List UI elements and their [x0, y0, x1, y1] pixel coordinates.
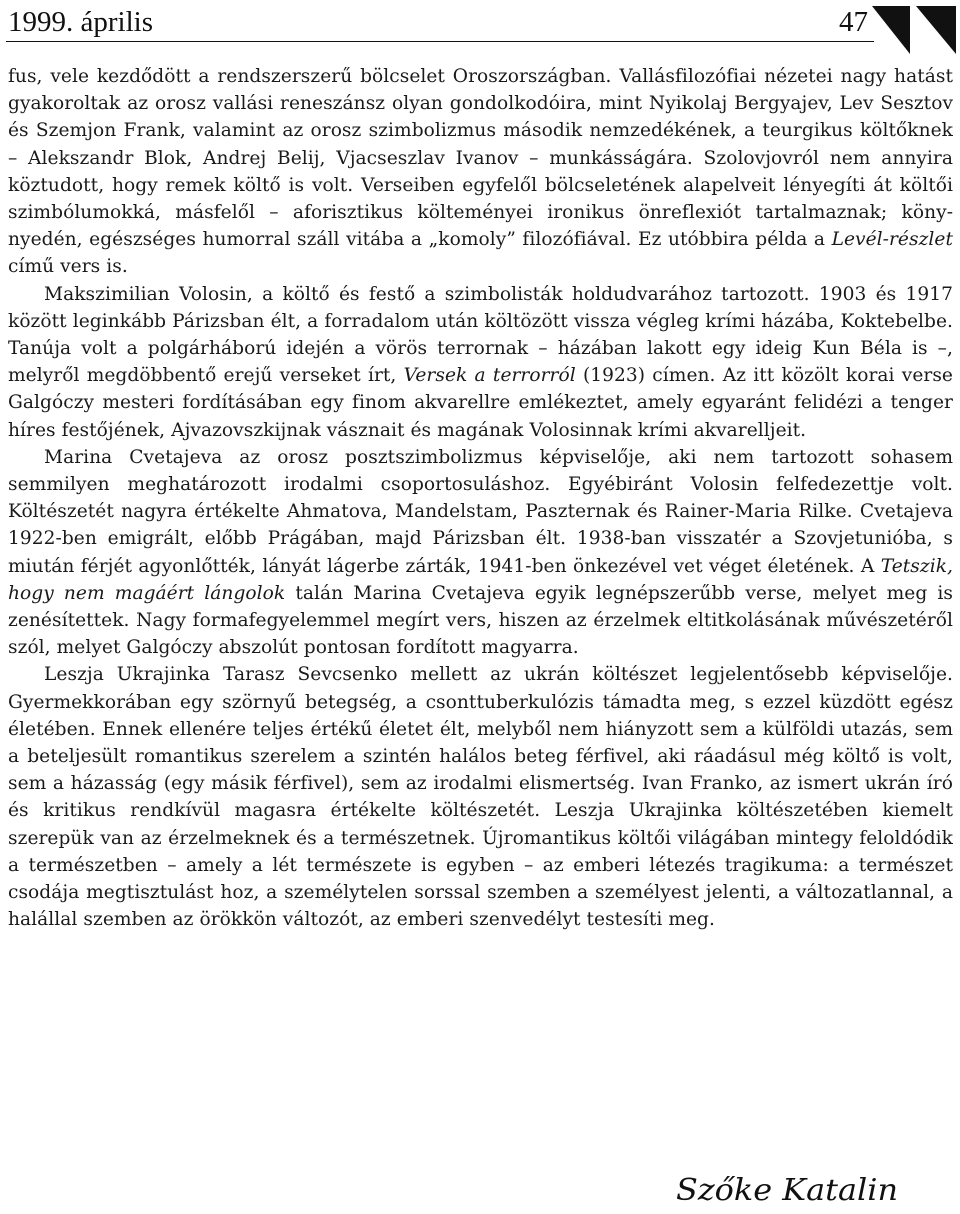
text-run: talán Marina Cvetajeva egyik legnépszerűbb verse, melyet meg is zenésítettek. Nagy formafegyelemmel megírt vers, hiszen az érzelmek eltitkolásának művészetéről szól, melyet Galgóczy abszolút pontosan fordított magyarra.: [8, 582, 953, 659]
page-header: [6, 0, 960, 42]
text-run: Makszimilian Volosin, a költő és festő a szimbolisták holdudvarához tartozott. 1903 és 1917 között leginkább Párizsban élt, a forradalom után költözött vissza végleg krími házába, Koktebelbe. Tanúja volt a polgárháború idején a vörös terrornak – házában lakott egy ideig Kun Béla is –, melyről megdöbbentő erejű verseket írt,: [8, 283, 953, 387]
paragraph-voloshin: [8, 281, 953, 444]
article-body: [8, 63, 953, 934]
author-signature: [672, 1166, 904, 1212]
header-rule: [6, 41, 874, 42]
work-title: Tetszik, hogy nem magáért lángolok: [8, 555, 953, 604]
paragraph-solovyov: [8, 63, 953, 281]
text-run: (1923) címen. Az itt közölt korai verse Galgóczy mesteri fordításában egy finom akvarellre emlékeztet, amely egyaránt felidézi a tenger híres festőjének, Ajvazovszkijnak vásznait és magának Volosinnak krími akvarelljeit.: [8, 365, 953, 441]
page-number: 47: [839, 6, 868, 38]
text-run: Marina Cvetajeva az orosz posztszimbolizmus képviselője, aki nem tartozott sohasem semmilyen meghatározott irodalmi csoportosuláshoz. Egyébiránt Volosin felfedezettje volt. Költészetét nagyra értékelte Ahmatova, Mandelstam, Paszternak és Rainer-Maria Rilke. Cvetajeva 1922-ben emigrált, előbb Prágában, majd Párizsban élt. 1938-ban visszatér a Szovjetunióba, s miután férjét agyonlőtték, lányát lágerbe zárták, 1941-ben önkezével vet véget életének. A: [8, 446, 953, 577]
paragraph-tsvetaeva: [8, 444, 953, 662]
work-title: Versek a terrorról: [403, 365, 576, 387]
work-title: Levél-részlet: [831, 229, 953, 251]
issue-date: 1999. április: [8, 6, 153, 38]
text-run: Leszja Ukrajinka Tarasz Sevcsenko mellett az ukrán költészet legjelentősebb képviselője. Gyermekkorában egy szörnyű betegség, a csonttuberkulózis támadta meg, s ezzel küzdött egész életében. Ennek ellenére teljes értékű életet élt, melyből nem hiányzott sem a külföldi utazás, sem a beteljesült romantikus szerelem a szintén halálos beteg férfivel, aki ráadásul még költő is volt, sem a házasság (egy másik férfivel), sem az irodalmi elismertség. Ivan Franko, az ismert ukrán író és kritikus rendkívül magasra értékelte költészetét. Leszja Ukrajinka költészetében kiemelt szerepük van az érzelmeknek és a természetnek. Újromantikus költői világában mintegy feloldódik a természetben – amely a lét természete is egyben – az emberi létezés tragikuma: a természet csodája megtisztulást hoz, a személytelen sorssal szemben a személyest jelenti, a változatlannal, a halállal szemben az örökkön változót, az emberi szenvedélyt testesíti meg.: [8, 664, 953, 931]
paragraph-ukrainka: [8, 661, 953, 933]
signature-text: Szőke Katalin: [676, 1173, 898, 1208]
double-triangle-corner-mark-icon: [870, 2, 958, 56]
text-run: fus, vele kezdődött a rendszerszerű bölcselet Oroszországban. Vallásfilozófiai nézetei nagy hatást gyakoroltak az orosz vallási reneszánsz olyan gondolkodóira, mint Nyikolaj Bergyajev, Lev Sesztov és Szemjon Frank, valamint az orosz szimbolizmus második nemzedékének, a teurgikus költőknek – Alekszandr Blok, Andrej Belij, Vjacseszlav Ivanov – munkásságára. Szolovjovról nem annyira köztudott, hogy remek költő is volt. Verseiben egyfelől bölcseletének alapelveit lényegíti át költői szimbólumokká, másfelől – aforisztikus költeményei ironikus önreflexiót tartalmaznak; könynyedén, egészséges humorral száll vitába a „komoly” filozófiával. Ez utóbbira példa a: [8, 66, 953, 251]
text-run: című vers is.: [8, 256, 128, 278]
